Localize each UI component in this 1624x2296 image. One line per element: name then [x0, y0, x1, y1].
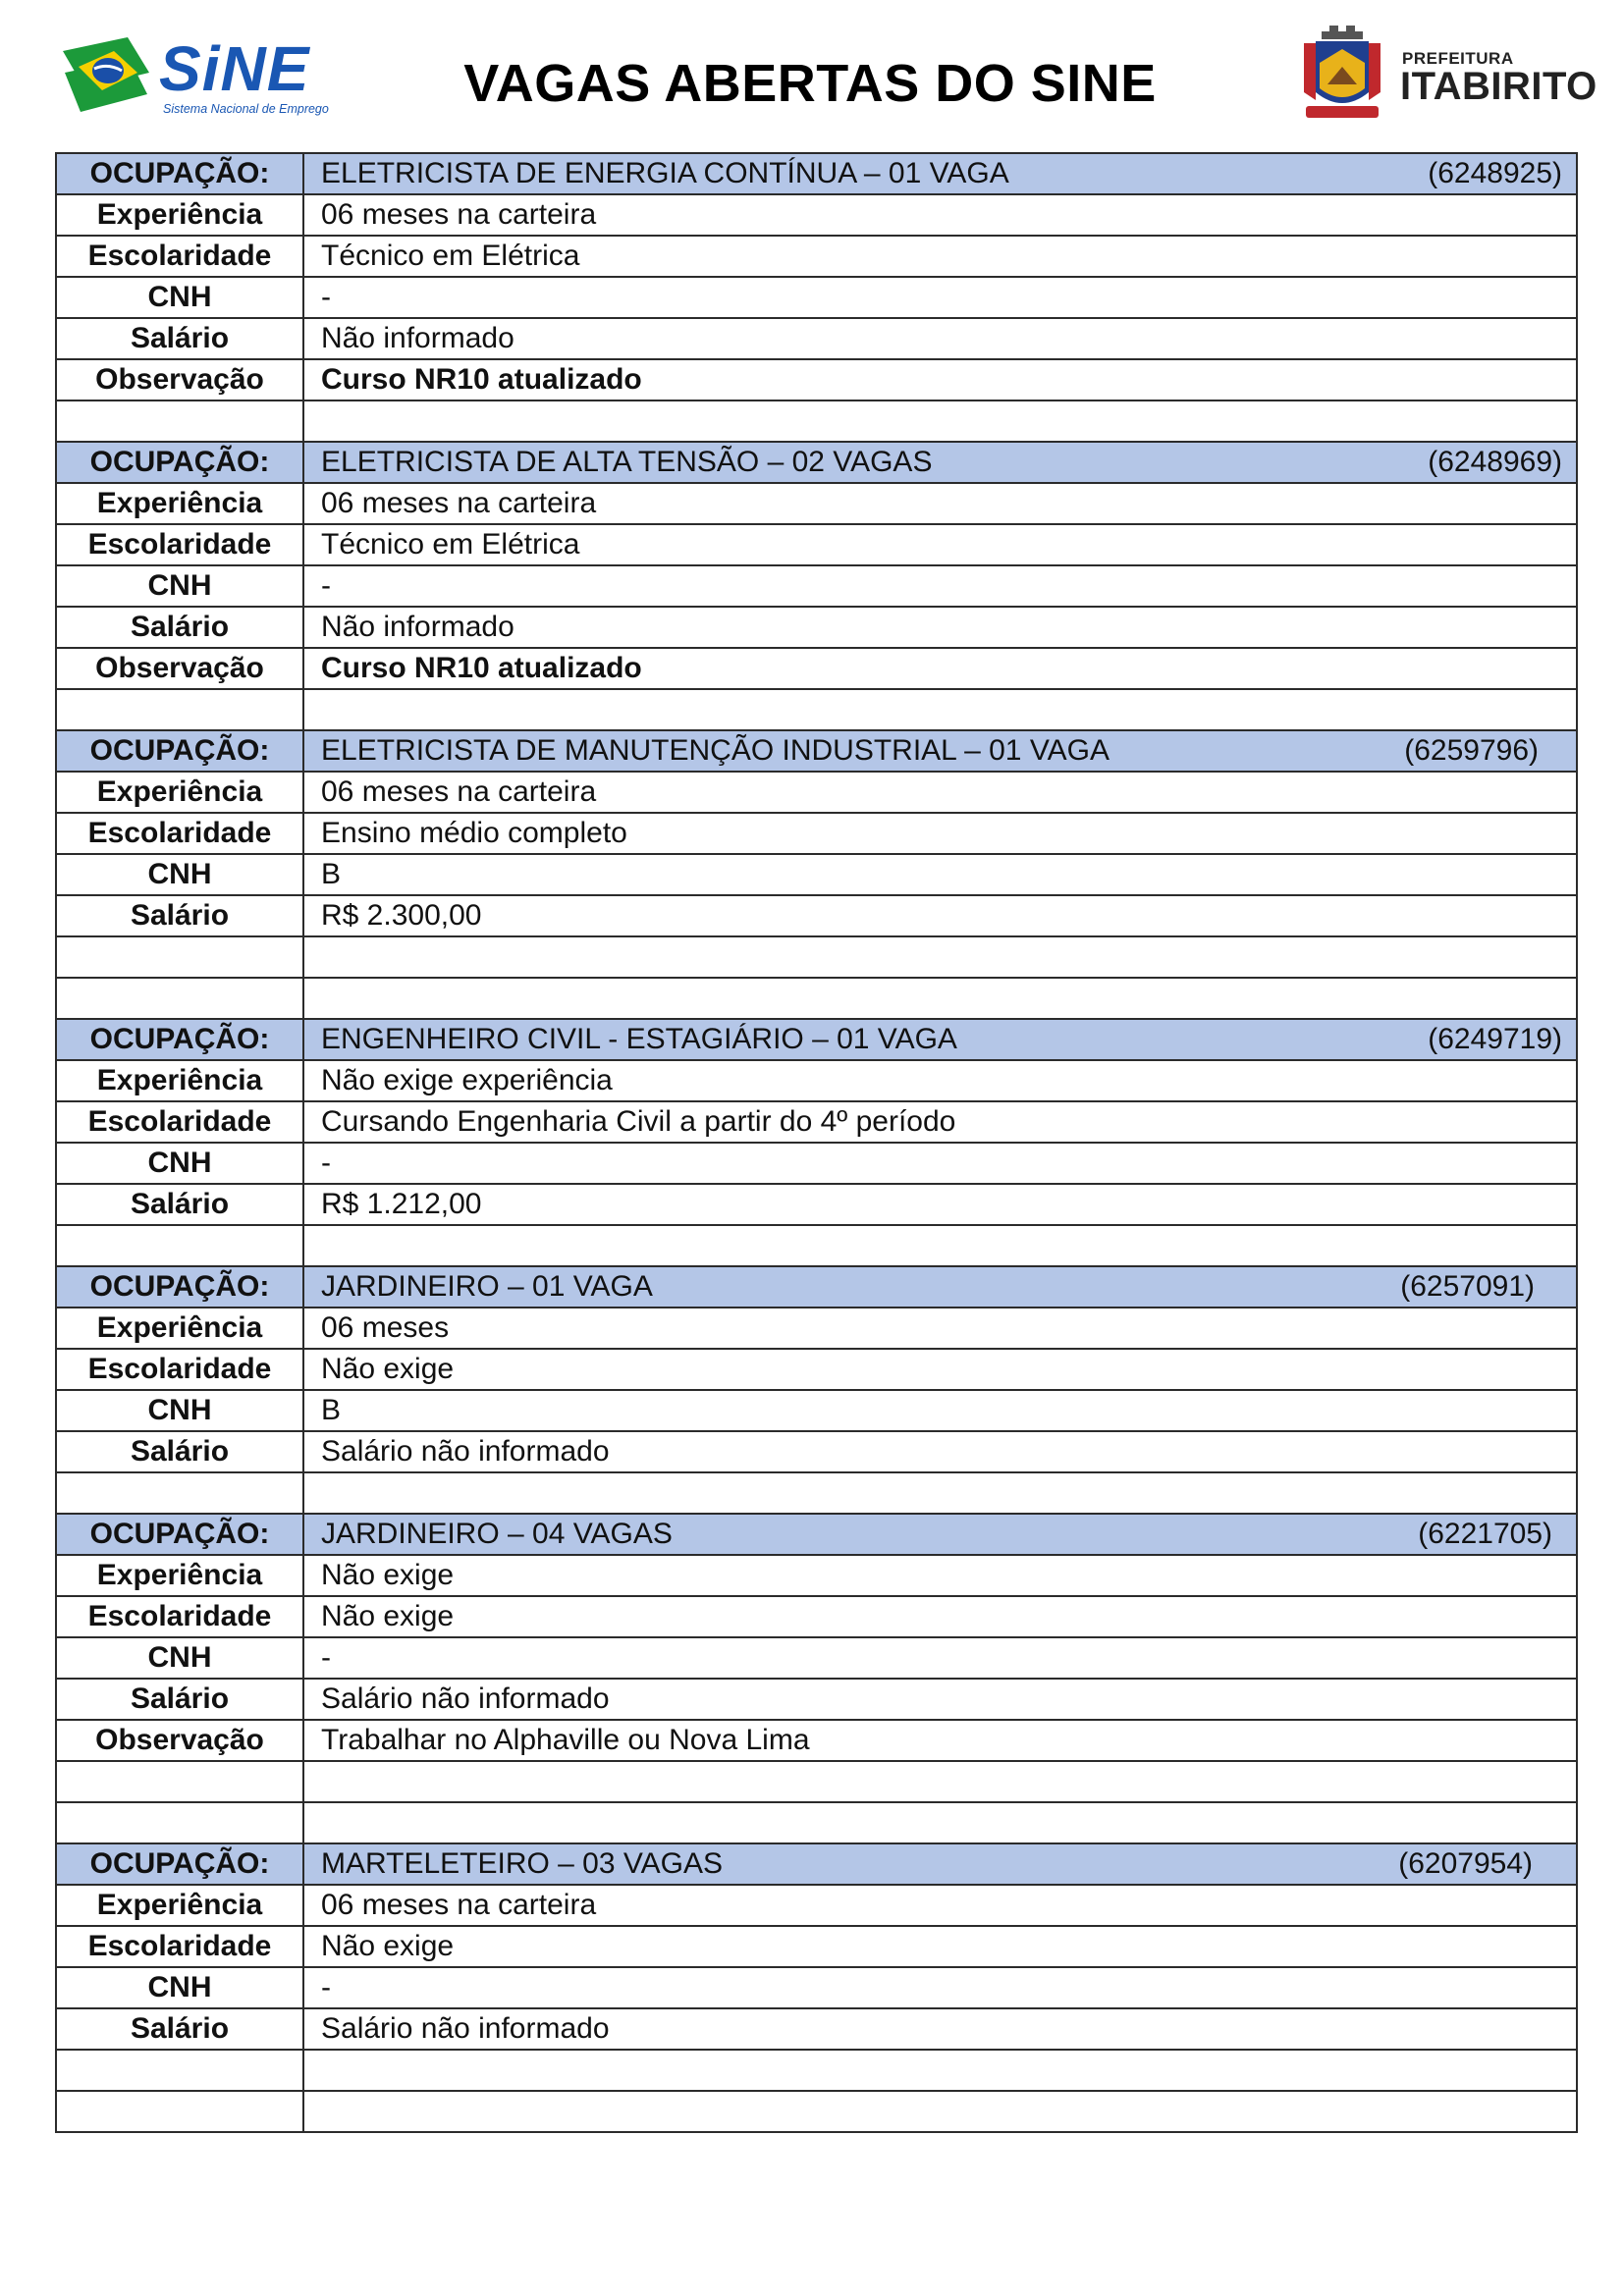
salary-label: Salário [56, 607, 303, 648]
license-label: CNH [56, 1390, 303, 1431]
prefeitura-logo [1292, 24, 1597, 126]
salary-value: Não informado [303, 607, 1577, 648]
license-row [56, 1967, 1577, 2008]
sine-logo-text: SiNE [159, 33, 310, 104]
salary-label: Salário [56, 1184, 303, 1225]
occupation-label: OCUPAÇÃO: [56, 1843, 303, 1885]
salary-value: R$ 2.300,00 [303, 895, 1577, 936]
license-label: CNH [56, 565, 303, 607]
education-row [56, 1101, 1577, 1143]
education-row [56, 236, 1577, 277]
observation-label: Observação [56, 648, 303, 689]
education-label: Escolaridade [56, 236, 303, 277]
experience-value: Não exige [303, 1555, 1577, 1596]
license-value: B [303, 1390, 1577, 1431]
experience-value: 06 meses na carteira [303, 194, 1577, 236]
spacer-row [56, 2050, 1577, 2091]
education-value: Cursando Engenharia Civil a partir do 4º período [303, 1101, 1577, 1143]
salary-label: Salário [56, 1431, 303, 1472]
job-code: (6248969) [1428, 446, 1562, 478]
occupation-row [56, 442, 1577, 483]
experience-label: Experiência [56, 1060, 303, 1101]
experience-value: 06 meses na carteira [303, 772, 1577, 813]
experience-row [56, 1885, 1577, 1926]
experience-label: Experiência [56, 1555, 303, 1596]
education-value: Não exige [303, 1926, 1577, 1967]
education-label: Escolaridade [56, 524, 303, 565]
job-code: (6249719) [1428, 1023, 1562, 1055]
occupation-value [303, 1843, 1577, 1885]
salary-label: Salário [56, 2008, 303, 2050]
job-title: JARDINEIRO – 01 VAGA [321, 1270, 653, 1303]
salary-label: Salário [56, 895, 303, 936]
spacer-row [56, 1802, 1577, 1843]
education-row [56, 1349, 1577, 1390]
license-value: - [303, 277, 1577, 318]
job-title: ELETRICISTA DE ALTA TENSÃO – 02 VAGAS [321, 446, 933, 478]
salary-row [56, 318, 1577, 359]
experience-label: Experiência [56, 483, 303, 524]
spacer-row [56, 1761, 1577, 1802]
observation-label: Observação [56, 1720, 303, 1761]
license-row [56, 1143, 1577, 1184]
education-label: Escolaridade [56, 1349, 303, 1390]
occupation-row [56, 1266, 1577, 1308]
salary-row [56, 1679, 1577, 1720]
job-code: (6207954) [1398, 1847, 1533, 1880]
education-value: Não exige [303, 1349, 1577, 1390]
occupation-value [303, 1514, 1577, 1555]
spacer-row [56, 936, 1577, 978]
license-label: CNH [56, 277, 303, 318]
job-code: (6257091) [1400, 1270, 1535, 1303]
job-title: MARTELETEIRO – 03 VAGAS [321, 1847, 724, 1880]
experience-label: Experiência [56, 1308, 303, 1349]
occupation-label: OCUPAÇÃO: [56, 1266, 303, 1308]
city-name: ITABIRITO [1400, 65, 1597, 108]
page-header [0, 0, 1624, 147]
observation-value: Trabalhar no Alphaville ou Nova Lima [303, 1720, 1577, 1761]
salary-row [56, 607, 1577, 648]
job-title: ELETRICISTA DE MANUTENÇÃO INDUSTRIAL – 01 VAGA [321, 734, 1110, 767]
education-row [56, 1596, 1577, 1637]
observation-label: Observação [56, 359, 303, 400]
occupation-label: OCUPAÇÃO: [56, 730, 303, 772]
education-label: Escolaridade [56, 1101, 303, 1143]
job-title: ELETRICISTA DE ENERGIA CONTÍNUA – 01 VAGA [321, 157, 1009, 189]
occupation-value [303, 442, 1577, 483]
spacer-row [56, 2091, 1577, 2132]
license-value: B [303, 854, 1577, 895]
job-title: ENGENHEIRO CIVIL - ESTAGIÁRIO – 01 VAGA [321, 1023, 957, 1055]
license-row [56, 854, 1577, 895]
license-row [56, 277, 1577, 318]
job-title: JARDINEIRO – 04 VAGAS [321, 1518, 673, 1550]
salary-row [56, 1431, 1577, 1472]
license-label: CNH [56, 1967, 303, 2008]
license-value: - [303, 1143, 1577, 1184]
salary-value: Salário não informado [303, 1431, 1577, 1472]
job-code: (6259796) [1404, 734, 1539, 767]
job-code: (6248925) [1428, 157, 1562, 189]
spacer-row [56, 400, 1577, 442]
salary-value: Não informado [303, 318, 1577, 359]
observation-row [56, 648, 1577, 689]
sine-subtitle: Sistema Nacional de Emprego [163, 102, 329, 116]
license-label: CNH [56, 854, 303, 895]
education-label: Escolaridade [56, 1596, 303, 1637]
occupation-label: OCUPAÇÃO: [56, 442, 303, 483]
brazil-flag-icon [59, 33, 152, 117]
spacer-row [56, 1225, 1577, 1266]
license-value: - [303, 1637, 1577, 1679]
education-label: Escolaridade [56, 1926, 303, 1967]
salary-label: Salário [56, 1679, 303, 1720]
salary-value: R$ 1.212,00 [303, 1184, 1577, 1225]
license-row [56, 1390, 1577, 1431]
spacer-row [56, 978, 1577, 1019]
experience-row [56, 1060, 1577, 1101]
education-value: Ensino médio completo [303, 813, 1577, 854]
experience-value: 06 meses [303, 1308, 1577, 1349]
observation-row [56, 1720, 1577, 1761]
license-value: - [303, 565, 1577, 607]
education-value: Não exige [303, 1596, 1577, 1637]
city-crest-icon [1292, 24, 1392, 126]
occupation-label: OCUPAÇÃO: [56, 1514, 303, 1555]
education-value: Técnico em Elétrica [303, 236, 1577, 277]
salary-row [56, 2008, 1577, 2050]
experience-row [56, 194, 1577, 236]
observation-value: Curso NR10 atualizado [303, 359, 1577, 400]
license-label: CNH [56, 1143, 303, 1184]
occupation-value [303, 153, 1577, 194]
occupation-row [56, 1843, 1577, 1885]
prefeitura-label: PREFEITURA [1402, 49, 1514, 68]
occupation-row [56, 153, 1577, 194]
experience-label: Experiência [56, 194, 303, 236]
license-row [56, 1637, 1577, 1679]
experience-row [56, 483, 1577, 524]
occupation-row [56, 1019, 1577, 1060]
experience-row [56, 1555, 1577, 1596]
education-row [56, 813, 1577, 854]
spacer-row [56, 689, 1577, 730]
salary-row [56, 1184, 1577, 1225]
occupation-label: OCUPAÇÃO: [56, 153, 303, 194]
experience-value: 06 meses na carteira [303, 1885, 1577, 1926]
job-code: (6221705) [1418, 1518, 1552, 1550]
education-value: Técnico em Elétrica [303, 524, 1577, 565]
jobs-table [55, 152, 1578, 2133]
occupation-value [303, 1019, 1577, 1060]
salary-row [56, 895, 1577, 936]
experience-value: Não exige experiência [303, 1060, 1577, 1101]
experience-label: Experiência [56, 1885, 303, 1926]
salary-label: Salário [56, 318, 303, 359]
education-row [56, 524, 1577, 565]
occupation-row [56, 730, 1577, 772]
education-label: Escolaridade [56, 813, 303, 854]
experience-value: 06 meses na carteira [303, 483, 1577, 524]
license-value: - [303, 1967, 1577, 2008]
occupation-row [56, 1514, 1577, 1555]
experience-label: Experiência [56, 772, 303, 813]
salary-value: Salário não informado [303, 1679, 1577, 1720]
license-label: CNH [56, 1637, 303, 1679]
observation-value: Curso NR10 atualizado [303, 648, 1577, 689]
education-row [56, 1926, 1577, 1967]
experience-row [56, 1308, 1577, 1349]
license-row [56, 565, 1577, 607]
observation-row [56, 359, 1577, 400]
occupation-value [303, 730, 1577, 772]
spacer-row [56, 1472, 1577, 1514]
salary-value: Salário não informado [303, 2008, 1577, 2050]
occupation-value [303, 1266, 1577, 1308]
page-title: VAGAS ABERTAS DO SINE [463, 54, 1157, 113]
experience-row [56, 772, 1577, 813]
occupation-label: OCUPAÇÃO: [56, 1019, 303, 1060]
